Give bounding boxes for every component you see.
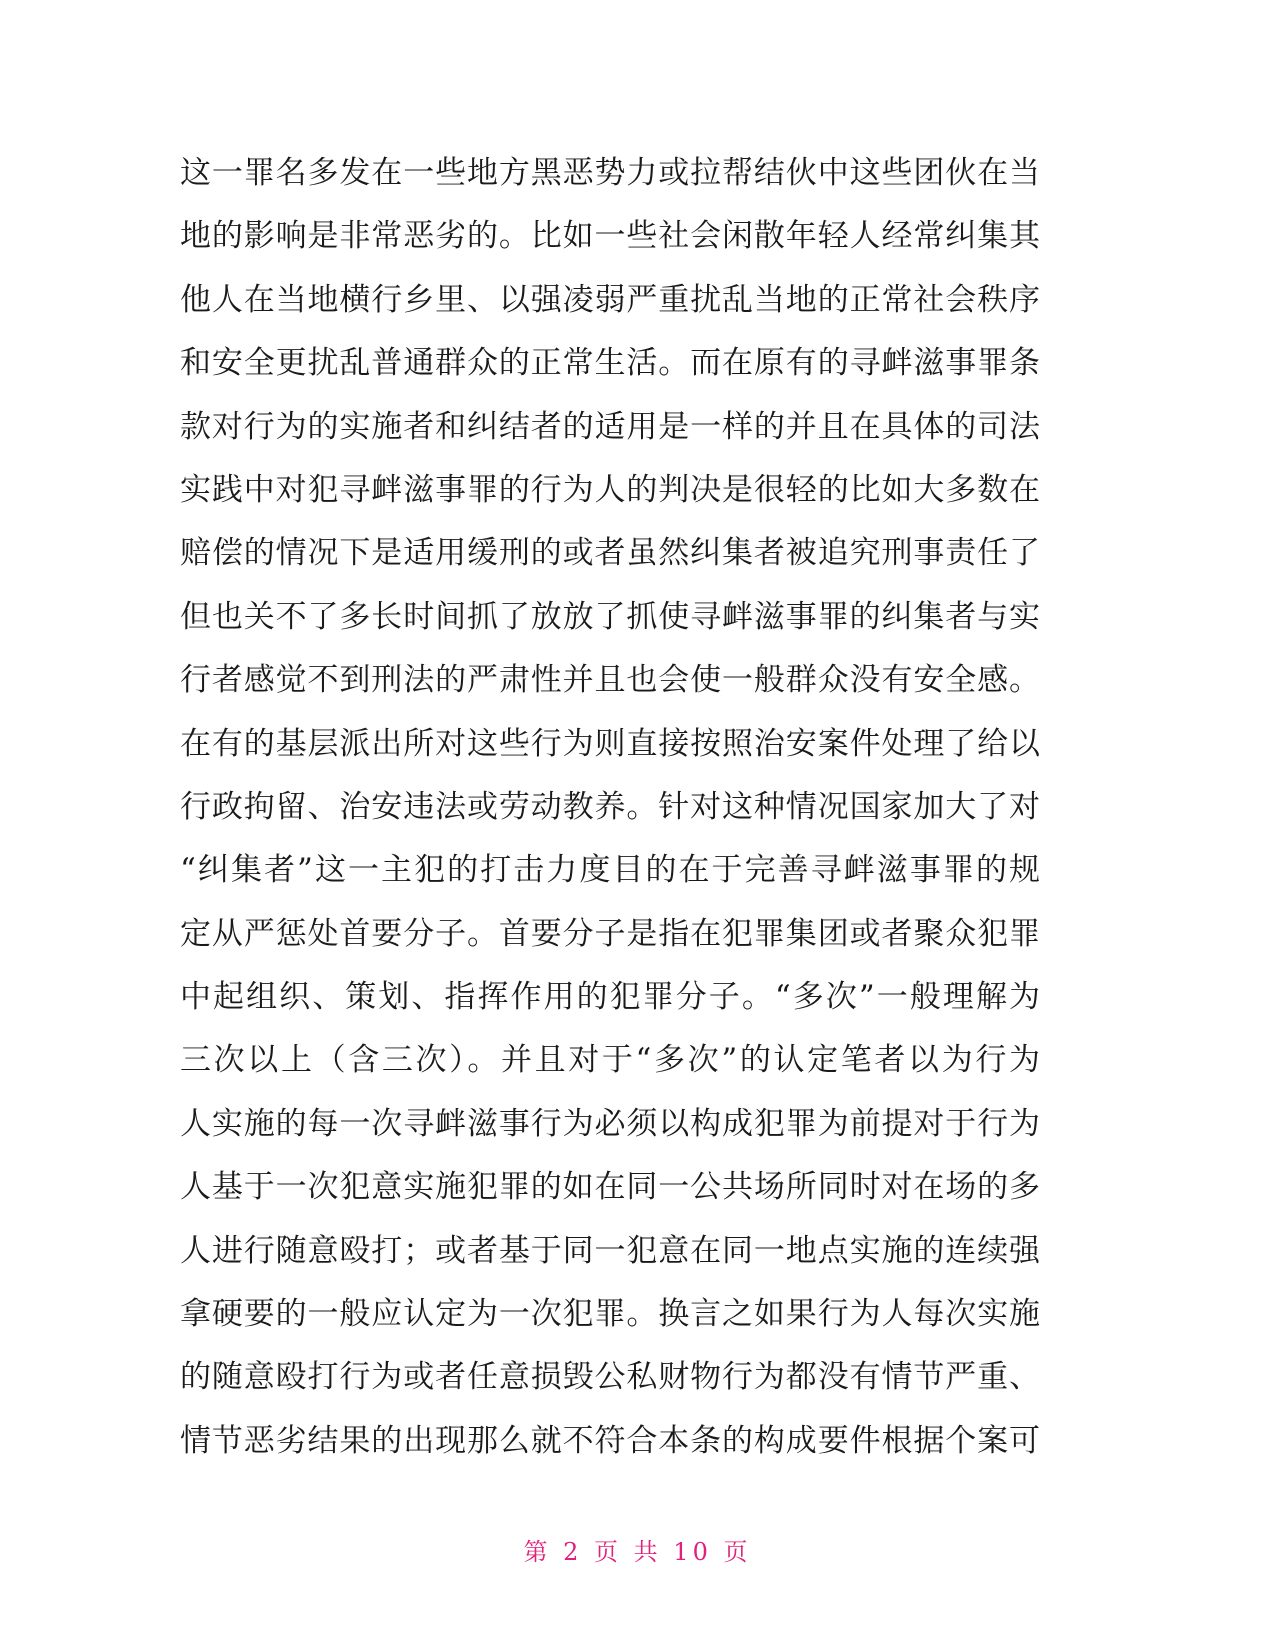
text-line: 行者感觉不到刑法的严肃性并且也会使一般群众没有安全感。 bbox=[180, 662, 1040, 699]
text-line: 款对行为的实施者和纠结者的适用是一样的并且在具体的司法 bbox=[180, 408, 1040, 445]
text-line: 中起组织、策划、指挥作用的犯罪分子。“多次”一般理解为 bbox=[180, 979, 1040, 1016]
text-line: 定从严惩处首要分子。首要分子是指在犯罪集团或者聚众犯罪 bbox=[180, 915, 1040, 952]
text-line: 在有的基层派出所对这些行为则直接按照治安案件处理了给以 bbox=[180, 725, 1040, 762]
page-footer bbox=[0, 1537, 1275, 1567]
text-line: 拿硬要的一般应认定为一次犯罪。换言之如果行为人每次实施 bbox=[180, 1296, 1040, 1333]
text-line: 地的影响是非常恶劣的。比如一些社会闲散年轻人经常纠集其 bbox=[180, 218, 1040, 255]
text-line: 三次以上（含三次）。并且对于“多次”的认定笔者以为行为 bbox=[180, 1042, 1040, 1079]
text-line: 这一罪名多发在一些地方黑恶势力或拉帮结伙中这些团伙在当 bbox=[180, 155, 1040, 191]
text-line: 的随意殴打行为或者任意损毁公私财物行为都没有情节严重、 bbox=[180, 1359, 1040, 1396]
body-text bbox=[180, 142, 1040, 1473]
text-line: 情节恶劣结果的出现那么就不符合本条的构成要件根据个案可 bbox=[180, 1422, 1040, 1459]
text-line: 赔偿的情况下是适用缓刑的或者虽然纠集者被追究刑事责任了 bbox=[180, 535, 1040, 572]
text-line: 但也关不了多长时间抓了放放了抓使寻衅滋事罪的纠集者与实 bbox=[180, 598, 1040, 635]
text-line: 和安全更扰乱普通群众的正常生活。而在原有的寻衅滋事罪条 bbox=[180, 345, 1040, 382]
text-line: “纠集者”这一主犯的打击力度目的在于完善寻衅滋事罪的规 bbox=[180, 852, 1040, 889]
text-line: 人进行随意殴打；或者基于同一犯意在同一地点实施的连续强 bbox=[180, 1232, 1040, 1269]
text-line: 人实施的每一次寻衅滋事行为必须以构成犯罪为前提对于行为 bbox=[180, 1105, 1040, 1142]
text-line: 实践中对犯寻衅滋事罪的行为人的判决是很轻的比如大多数在 bbox=[180, 471, 1040, 508]
text-line: 他人在当地横行乡里、以强凌弱严重扰乱当地的正常社会秩序 bbox=[180, 281, 1040, 318]
text-line: 人基于一次犯意实施犯罪的如在同一公共场所同时对在场的多 bbox=[180, 1169, 1040, 1206]
text-line: 行政拘留、治安违法或劳动教养。针对这种情况国家加大了对 bbox=[180, 788, 1040, 825]
page-number-label: 第 2 页 共 10 页 bbox=[523, 1538, 752, 1566]
